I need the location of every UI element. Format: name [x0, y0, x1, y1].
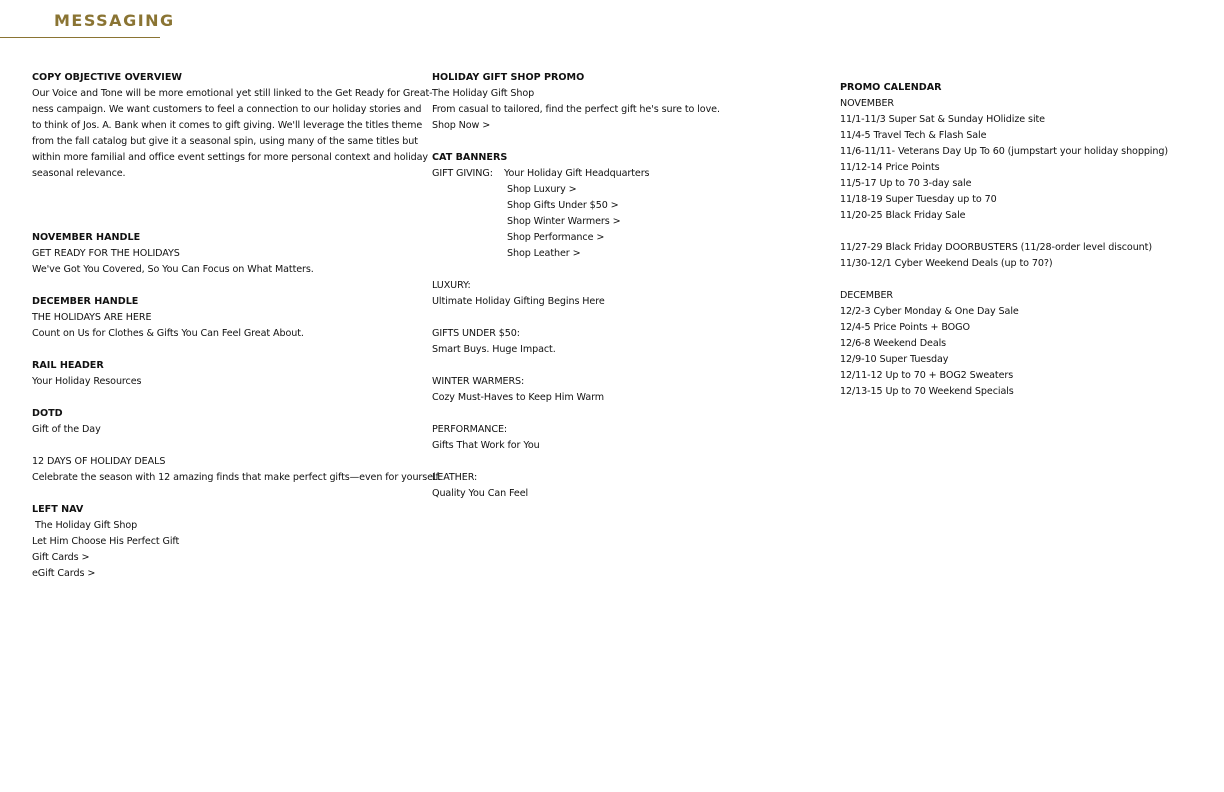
banner-text-winter-warmers: Cozy Must-Haves to Keep Him Warm	[432, 392, 605, 403]
twelve-days-text: Celebrate the season with 12 amazing finds that make perfect gifts—even for yourself.	[32, 472, 442, 483]
banner-label-performance: PERFORMANCE:	[432, 424, 508, 435]
page-title: MESSAGING	[54, 11, 175, 30]
dotd-text: Gift of the Day	[32, 424, 101, 435]
section-heading-copy-objective: COPY OBJECTIVE OVERVIEW	[32, 72, 182, 83]
left-nav-item: Gift Cards >	[32, 552, 90, 563]
calendar-item: 12/2-3 Cyber Monday & One Day Sale	[840, 306, 1019, 317]
banner-label-winter-warmers: WINTER WARMERS:	[432, 376, 525, 387]
december-handle-title: THE HOLIDAYS ARE HERE	[32, 312, 152, 323]
calendar-item: 11/4-5 Travel Tech & Flash Sale	[840, 130, 987, 141]
copy-objective-line: seasonal relevance.	[32, 168, 126, 179]
banner-text-performance: Gifts That Work for You	[432, 440, 540, 451]
banner-label-gifts-under-50: GIFTS UNDER $50:	[432, 328, 520, 339]
cat-banner-link: Shop Leather >	[507, 248, 581, 259]
gift-giving-row	[432, 166, 752, 182]
calendar-item: 11/6-11/11- Veterans Day Up To 60 (jumpstart your holiday shopping)	[840, 146, 1168, 157]
section-heading-november-handle: NOVEMBER HANDLE	[32, 232, 141, 243]
calendar-item: 11/20-25 Black Friday Sale	[840, 210, 966, 221]
month-label-december: DECEMBER	[840, 290, 893, 301]
promo-title: The Holiday Gift Shop	[432, 88, 535, 99]
copy-objective-line: within more familial and office event settings for more personal context and holiday	[32, 152, 428, 163]
left-nav-item: Let Him Choose His Perfect Gift	[32, 536, 180, 547]
cat-banner-link: Shop Performance >	[507, 232, 605, 243]
gift-giving-title: Your Holiday Gift Headquarters	[504, 168, 650, 179]
column-promo-calendar	[840, 80, 1200, 400]
section-heading-promo-calendar: PROMO CALENDAR	[840, 82, 942, 93]
section-heading-dotd: DOTD	[32, 408, 63, 419]
calendar-item: 11/5-17 Up to 70 3-day sale	[840, 178, 972, 189]
cat-banner-link: Shop Gifts Under $50 >	[507, 200, 619, 211]
copy-objective-line: ness campaign. We want customers to feel a connection to our holiday stories and	[32, 104, 422, 115]
left-nav-item: eGift Cards >	[32, 568, 96, 579]
calendar-item: 11/1-11/3 Super Sat & Sunday HOlidize site	[840, 114, 1045, 125]
month-label-november: NOVEMBER	[840, 98, 894, 109]
column-banners	[432, 70, 752, 502]
banner-label-luxury: LUXURY:	[432, 280, 471, 291]
calendar-item: 11/18-19 Super Tuesday up to 70	[840, 194, 997, 205]
november-handle-title: GET READY FOR THE HOLIDAYS	[32, 248, 180, 259]
section-heading-cat-banners: CAT BANNERS	[432, 152, 508, 163]
section-heading-left-nav: LEFT NAV	[32, 504, 84, 515]
section-heading-rail-header: RAIL HEADER	[32, 360, 104, 371]
calendar-item: 11/12-14 Price Points	[840, 162, 940, 173]
calendar-item: 12/11-12 Up to 70 + BOG2 Sweaters	[840, 370, 1014, 381]
section-heading-gift-shop-promo: HOLIDAY GIFT SHOP PROMO	[432, 72, 585, 83]
title-underline	[0, 37, 160, 38]
december-handle-subtitle: Count on Us for Clothes & Gifts You Can Feel Great About.	[32, 328, 304, 339]
rail-header-text: Your Holiday Resources	[32, 376, 142, 387]
calendar-item: 11/27-29 Black Friday DOORBUSTERS (11/28-order level discount)	[840, 242, 1152, 253]
banner-text-leather: Quality You Can Feel	[432, 488, 529, 499]
banner-label-leather: LEATHER:	[432, 472, 478, 483]
section-heading-12-days: 12 DAYS OF HOLIDAY DEALS	[32, 456, 166, 467]
calendar-item: 11/30-12/1 Cyber Weekend Deals (up to 70?)	[840, 258, 1053, 269]
banner-text-luxury: Ultimate Holiday Gifting Begins Here	[432, 296, 605, 307]
cat-banner-link: Shop Luxury >	[507, 184, 577, 195]
copy-objective-line: Our Voice and Tone will be more emotional yet still linked to the Get Ready for Great-	[32, 88, 433, 99]
gift-giving-label: GIFT GIVING:	[432, 168, 493, 179]
column-copy-overview	[32, 70, 442, 582]
calendar-item: 12/9-10 Super Tuesday	[840, 354, 949, 365]
calendar-item: 12/13-15 Up to 70 Weekend Specials	[840, 386, 1014, 397]
calendar-item: 12/6-8 Weekend Deals	[840, 338, 947, 349]
banner-text-gifts-under-50: Smart Buys. Huge Impact.	[432, 344, 556, 355]
november-handle-subtitle: We've Got You Covered, So You Can Focus on What Matters.	[32, 264, 314, 275]
promo-body: From casual to tailored, find the perfect gift he's sure to love.	[432, 104, 720, 115]
copy-objective-line: from the fall catalog but give it a seasonal spin, using many of the same titles but	[32, 136, 418, 147]
calendar-item: 12/4-5 Price Points + BOGO	[840, 322, 970, 333]
section-heading-december-handle: DECEMBER HANDLE	[32, 296, 139, 307]
promo-cta: Shop Now >	[432, 120, 491, 131]
copy-objective-line: to think of Jos. A. Bank when it comes to gift giving. We'll leverage the titles theme	[32, 120, 423, 131]
cat-banner-link: Shop Winter Warmers >	[507, 216, 621, 227]
left-nav-item: The Holiday Gift Shop	[32, 520, 138, 531]
